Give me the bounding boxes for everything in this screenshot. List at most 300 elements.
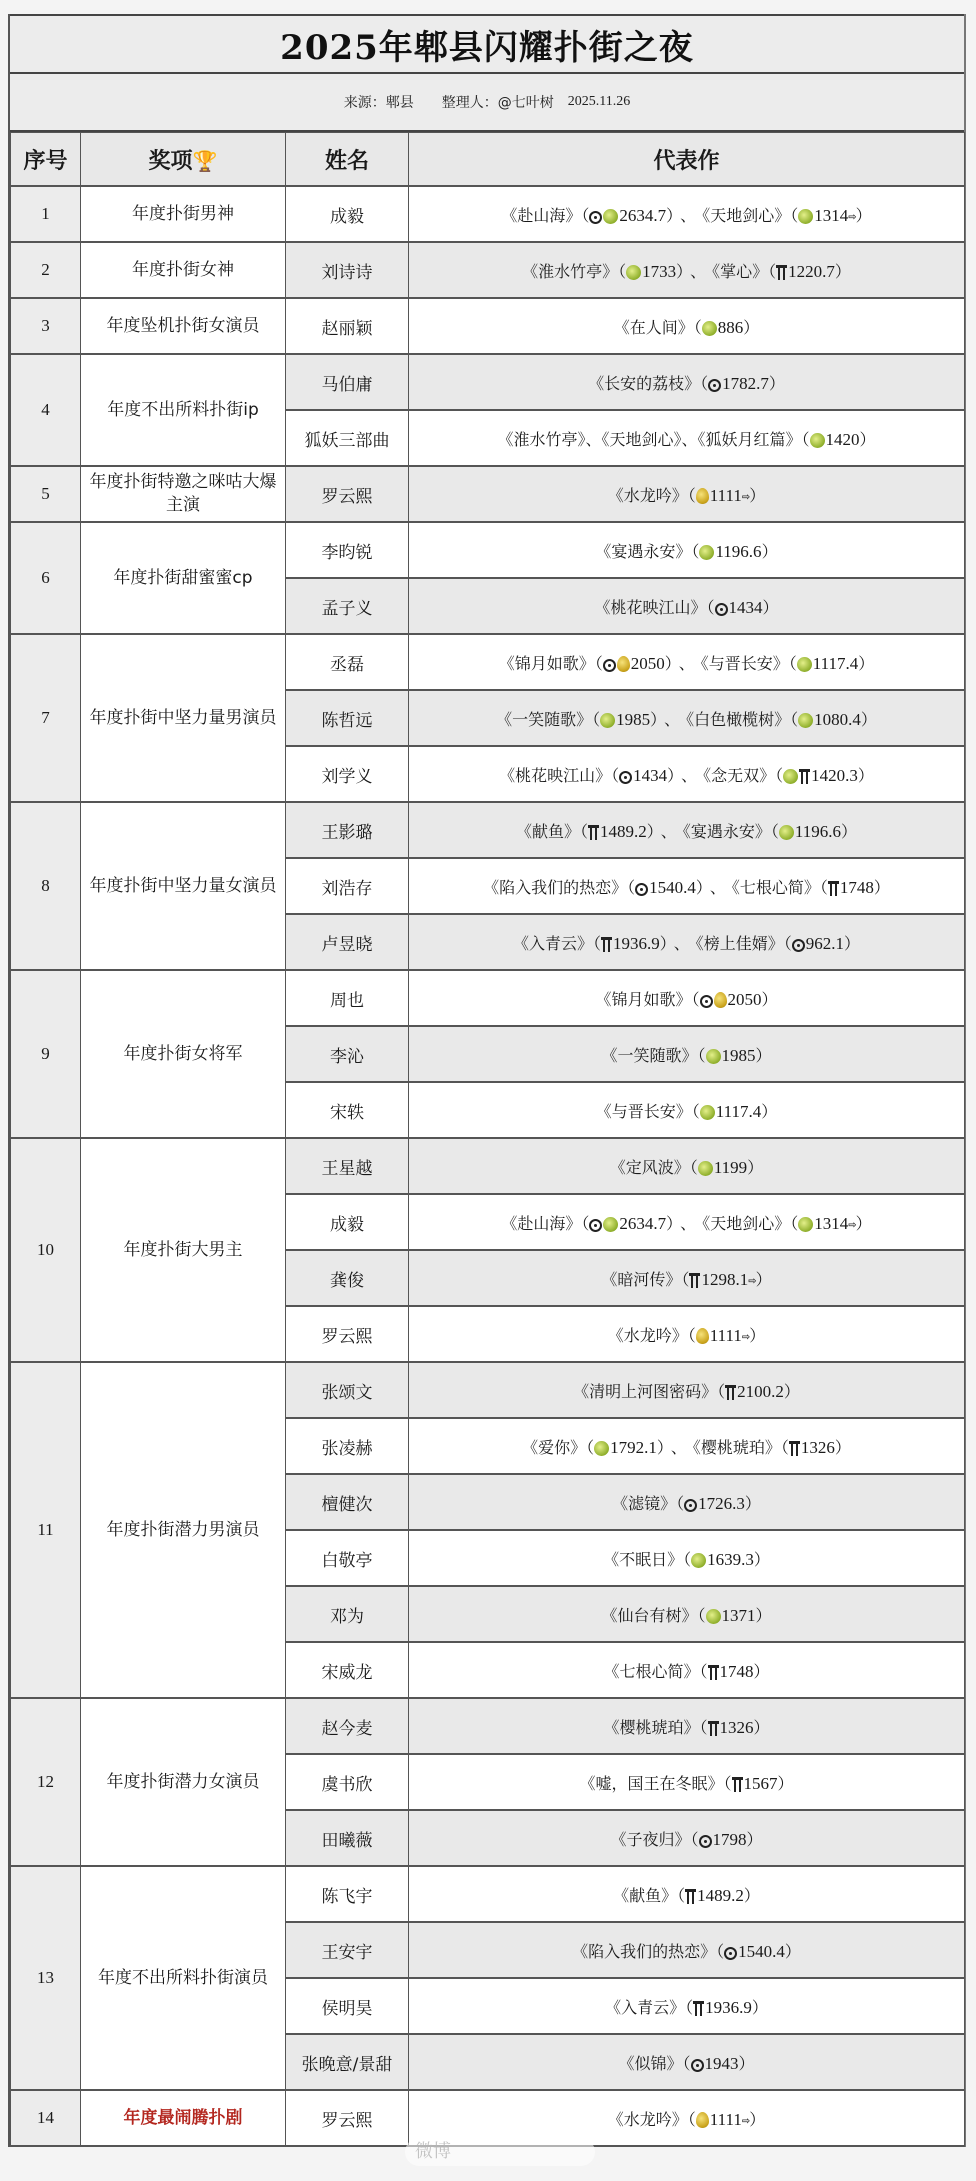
watermark: 微博 [405,2138,595,2166]
tencent-icon [601,937,612,952]
table-row [11,466,965,522]
nominee-name: 李昀锐 [286,522,409,578]
work-item [701,654,875,673]
youku-icon [600,713,615,728]
open-paren: （ [790,205,799,225]
work-title: 《桃花映江山》 [594,597,707,617]
row-number: 5 [11,466,81,522]
youku-icon [702,321,717,336]
works-cell [409,186,965,242]
work-item [501,1214,674,1233]
table-header-row [11,133,965,187]
work-item [522,1438,665,1457]
works-cell [409,858,965,914]
iqiyi-icon [619,771,632,784]
work-item [601,1606,771,1625]
tencent-icon [732,1777,743,1792]
work-score: 1567 [743,1773,778,1793]
awards-table [10,132,965,2147]
work-score: 1748 [719,1661,754,1681]
close-paren: ） [855,1213,872,1233]
work-score: 1326 [719,1717,754,1737]
iqiyi-icon [792,939,805,952]
works-cell [409,1306,965,1362]
close-paren: ） [784,1941,801,1961]
youku-icon [706,1049,721,1064]
close-paren: ） [755,1045,772,1065]
open-paren: （ [790,1213,799,1233]
work-score: 1111 [709,485,742,505]
youku-icon [603,1217,618,1232]
work-score: 1199 [713,1157,748,1177]
mango-icon [696,1328,709,1344]
work-item [497,430,875,449]
works-cell [409,1194,965,1250]
works-cell [409,1418,965,1474]
separator: 、 [709,877,726,897]
soon-icon: ⇨ [741,491,750,503]
award-name: 年度坠机扑街女演员 [81,298,286,354]
work-score: 1733 [642,261,677,281]
nominee-name: 卢昱晓 [286,914,409,970]
work-score: 962.1 [805,933,845,953]
works-cell [409,690,965,746]
row-number: 10 [11,1138,81,1362]
open-paren: （ [581,205,590,225]
nominee-name: 赵丽颖 [286,298,409,354]
work-title: 《暗河传》 [601,1269,682,1289]
close-paren: ） [834,1437,851,1457]
open-paren: （ [592,933,601,953]
award-name: 年度不出所料扑街ip [81,354,286,466]
nominee-name: 宋威龙 [286,1642,409,1698]
works-cell [409,1082,965,1138]
nominee-name: 龚俊 [286,1250,409,1306]
work-score: 1220.7 [788,261,835,281]
iqiyi-icon [684,1499,697,1512]
work-score: 2634.7 [619,1213,667,1233]
iqiyi-icon [691,2059,704,2072]
work-score: 1639.3 [707,1549,754,1569]
nominee-name: 王安宇 [286,1922,409,1978]
close-paren: ） [761,1101,778,1121]
youku-icon [783,769,798,784]
youku-icon [699,545,714,560]
nominee-name: 罗云熙 [286,2090,409,2146]
works-cell [409,970,965,1026]
close-paren: ） [747,1157,764,1177]
works-cell [409,1810,965,1866]
open-paren: （ [580,821,589,841]
work-title: 《水龙吟》 [607,2109,688,2129]
work-item [696,934,860,953]
nominee-name: 王星越 [286,1138,409,1194]
table-row [11,1362,965,1418]
open-paren: （ [683,1549,692,1569]
youku-icon [810,433,825,448]
open-paren: （ [627,877,636,897]
works-cell [409,1138,965,1194]
separator: 、 [660,821,677,841]
work-title: 《宴遇永安》 [682,821,771,841]
tencent-icon [588,825,599,840]
soon-icon: ⇨ [848,211,856,223]
nominee-name: 狐妖三部曲 [286,410,409,466]
award-name: 年度扑街中坚力量女演员 [81,802,286,970]
work-title: 《在人间》 [613,317,694,337]
separator: 、 [680,1213,697,1233]
work-item [596,1102,778,1121]
soon-icon: ⇨ [741,2115,750,2127]
open-paren: （ [699,1661,708,1681]
table-row [11,970,965,1026]
works-cell [409,466,965,522]
iqiyi-icon [589,211,602,224]
soon-icon: ⇨ [741,1331,750,1343]
nominee-name: 张凌赫 [286,1418,409,1474]
close-paren: ） [656,1437,665,1457]
award-name: 年度扑街特邀之咪咕大爆主演 [81,466,286,522]
works-cell [409,1866,965,1922]
work-score: 1371 [721,1605,756,1625]
open-paren: （ [691,989,700,1009]
work-title: 《锦月如歌》 [595,989,692,1009]
separator: 、 [670,1437,687,1457]
row-number: 12 [11,1698,81,1866]
work-title: 《嘘，国王在冬眠》 [579,1773,724,1793]
iqiyi-icon [700,995,713,1008]
award-name: 年度扑街中坚力量男演员 [81,634,286,802]
table-row [11,1138,965,1194]
header-award-label: 奖项 [148,148,193,174]
open-paren: （ [581,1213,590,1233]
row-number: 2 [11,242,81,298]
header-name: 姓名 [286,133,409,187]
work-item [496,710,658,729]
open-paren: （ [687,2109,696,2129]
works-cell [409,1026,965,1082]
close-paren: ） [746,1829,763,1849]
separator: 、 [690,261,707,281]
work-item [686,710,877,729]
page-title: 2025年郫县闪耀扑街之夜 [10,14,964,74]
work-title: 《掌心》 [712,261,769,281]
nominee-name: 陈飞宇 [286,1866,409,1922]
awards-sheet [8,14,966,2147]
work-score: 1111 [709,1325,742,1345]
work-item [483,878,704,897]
nominee-name: 刘诗诗 [286,242,409,298]
nominee-name: 张晚意/景甜 [286,2034,409,2090]
work-score: 1540.4 [649,877,696,897]
row-number: 1 [11,186,81,242]
close-paren: ） [650,709,659,729]
close-paren: ） [857,765,874,785]
work-score: 1117.4 [812,653,859,673]
tencent-icon [828,881,839,896]
open-paren: （ [682,2053,691,2073]
header-works: 代表作 [409,133,965,187]
open-paren: （ [768,261,777,281]
youku-icon [797,657,812,672]
work-title: 《念无双》 [703,765,776,785]
work-title: 《天地剑心》 [702,1213,791,1233]
open-paren: （ [677,1885,686,1905]
youku-icon [798,1217,813,1232]
header-award [81,133,286,187]
works-cell [409,1978,965,2034]
row-number: 4 [11,354,81,466]
open-paren: （ [819,877,828,897]
close-paren: ） [667,765,676,785]
work-score: 1326 [800,1437,835,1457]
work-score: 1298.1 [701,1269,749,1289]
close-paren: ） [738,2053,755,2073]
work-item [605,1998,768,2017]
close-paren: ） [755,1269,772,1289]
works-cell [409,578,965,634]
work-title: 《榜上佳婿》 [695,933,784,953]
work-title: 《赴山海》 [501,205,582,225]
row-number: 13 [11,1866,81,2090]
work-score: 1489.2 [600,821,647,841]
nominee-name: 王影璐 [286,802,409,858]
tencent-icon [799,769,810,784]
work-score: 1782.7 [722,373,769,393]
mango-icon [696,488,709,504]
close-paren: ） [844,933,861,953]
work-item [613,1886,760,1905]
separator: 、 [681,765,698,785]
work-item [608,2110,766,2129]
work-score: 1314 [814,205,849,225]
open-paren: （ [689,1157,698,1177]
nominee-name: 罗云熙 [286,1306,409,1362]
iqiyi-icon [699,1835,712,1848]
work-item [594,598,778,617]
close-paren: ） [762,597,779,617]
close-paren: ） [761,989,778,1009]
nominee-name: 赵今麦 [286,1698,409,1754]
iqiyi-icon [603,659,616,672]
youku-icon [594,1441,609,1456]
work-score: 1080.4 [814,709,861,729]
work-score: 1420.3 [811,765,858,785]
work-item [693,1438,851,1457]
nominee-name: 孟子义 [286,578,409,634]
nominee-name: 虞书欣 [286,1754,409,1810]
work-score: 1943 [704,2053,739,2073]
table-row [11,186,965,242]
open-paren: （ [706,597,715,617]
close-paren: ） [753,1549,770,1569]
work-title: 《与晋长安》 [700,653,789,673]
open-paren: （ [716,1941,725,1961]
open-paren: （ [693,317,702,337]
works-cell [409,746,965,802]
work-item [579,1774,793,1793]
award-name: 年度最闹腾扑剧 [81,2090,286,2146]
work-item [499,654,673,673]
work-item [601,1270,771,1289]
tencent-icon [789,1441,800,1456]
tencent-icon [725,1385,736,1400]
close-paren: ） [676,261,685,281]
work-item [572,1942,801,1961]
open-paren: （ [618,261,627,281]
mango-icon [696,2112,709,2128]
nominee-name: 张颂文 [286,1362,409,1418]
works-cell [409,298,965,354]
work-title: 《锦月如歌》 [498,653,595,673]
award-name: 年度不出所料扑街演员 [81,1866,286,2090]
work-title: 《献鱼》 [516,821,581,841]
work-score: 2100.2 [737,1381,784,1401]
nominee-name: 田曦薇 [286,1810,409,1866]
work-title: 《淮水竹亭》、《天地剑心》、《狐妖月红篇》 [497,429,802,449]
close-paren: ） [646,821,655,841]
open-paren: （ [770,821,779,841]
iqiyi-icon [724,1947,737,1960]
close-paren: ） [664,653,673,673]
mango-icon [714,992,727,1008]
work-item [610,1830,762,1849]
works-cell [409,354,965,410]
work-score: 1936.9 [612,933,660,953]
tencent-icon [708,1721,719,1736]
close-paren: ） [751,1997,768,2017]
work-title: 《陷入我们的热恋》 [483,877,628,897]
works-cell [409,1922,965,1978]
work-score: 2050 [630,653,665,673]
close-paren: ） [860,709,877,729]
close-paren: ） [743,1885,760,1905]
youku-icon [706,1609,721,1624]
works-cell [409,2034,965,2090]
open-paren: （ [783,933,792,953]
open-paren: （ [790,709,799,729]
work-score: 1792.1 [610,1437,657,1457]
work-title: 《定风波》 [609,1157,690,1177]
nominee-name: 刘浩存 [286,858,409,914]
table-body [11,186,965,2146]
close-paren: ） [666,1213,675,1233]
works-cell [409,1586,965,1642]
open-paren: （ [699,1717,708,1737]
open-paren: （ [685,1997,694,2017]
row-number: 7 [11,634,81,802]
open-paren: （ [676,1493,685,1513]
work-item [595,990,777,1009]
open-paren: （ [717,1381,726,1401]
separator: 、 [673,933,690,953]
work-score: 1748 [839,877,874,897]
row-number: 14 [11,2090,81,2146]
nominee-name: 周也 [286,970,409,1026]
nominee-name: 陈哲远 [286,690,409,746]
open-paren: （ [594,653,603,673]
soon-icon: ⇨ [748,1275,756,1287]
works-cell [409,802,965,858]
youku-icon [626,265,641,280]
work-item [501,206,674,225]
open-paren: （ [611,765,620,785]
close-paren: ） [777,1773,794,1793]
table-row [11,634,965,690]
award-name: 年度扑街女神 [81,242,286,298]
works-cell [409,1530,965,1586]
row-number: 3 [11,298,81,354]
work-title: 《七根心简》 [731,877,820,897]
work-item [683,822,857,841]
open-paren: （ [687,485,696,505]
close-paren: ） [749,1325,766,1345]
open-paren: （ [700,373,709,393]
table-row [11,1698,965,1754]
work-title: 《樱桃琥珀》 [692,1437,781,1457]
work-item [513,934,668,953]
work-title: 《陷入我们的热恋》 [572,1941,717,1961]
award-name: 年度扑街潜力男演员 [81,1362,286,1698]
work-title: 《与晋长安》 [595,1101,692,1121]
work-score: 1985 [721,1045,756,1065]
work-title: 《似锦》 [618,2053,683,2073]
close-paren: ） [749,2109,766,2129]
work-item [608,1326,766,1345]
nominee-name: 罗云熙 [286,466,409,522]
work-score: 1985 [616,709,651,729]
nominee-name: 丞磊 [286,634,409,690]
open-paren: （ [723,1773,732,1793]
work-score: 886 [717,317,744,337]
work-item [608,486,766,505]
work-item [702,206,871,225]
work-title: 《长安的荔枝》 [588,373,701,393]
nominee-name: 马伯庸 [286,354,409,410]
nominee-name: 檀健次 [286,1474,409,1530]
close-paren: ） [753,1717,770,1737]
work-score: 2050 [727,989,762,1009]
work-title: 《入青云》 [605,1997,686,2017]
work-item [601,1046,771,1065]
open-paren: （ [775,765,784,785]
work-title: 《一笑随歌》 [496,709,593,729]
youku-icon [691,1553,706,1568]
nominee-name: 成毅 [286,1194,409,1250]
work-title: 《白色橄榄树》 [686,709,791,729]
close-paren: ） [858,653,875,673]
youku-icon [779,825,794,840]
nominee-name: 成毅 [286,186,409,242]
works-cell [409,1474,965,1530]
table-row [11,354,965,410]
open-paren: （ [586,1437,595,1457]
close-paren: ） [753,1661,770,1681]
open-paren: （ [592,709,601,729]
tencent-icon [685,1889,696,1904]
youku-icon [700,1105,715,1120]
work-item [703,766,874,785]
separator: 、 [680,205,697,225]
works-cell [409,634,965,690]
close-paren: ） [859,429,876,449]
close-paren: ） [666,205,675,225]
work-item [499,766,675,785]
close-paren: ） [768,373,785,393]
award-name: 年度扑街甜蜜蜜cp [81,522,286,634]
work-item [618,2054,754,2073]
works-cell [409,1754,965,1810]
